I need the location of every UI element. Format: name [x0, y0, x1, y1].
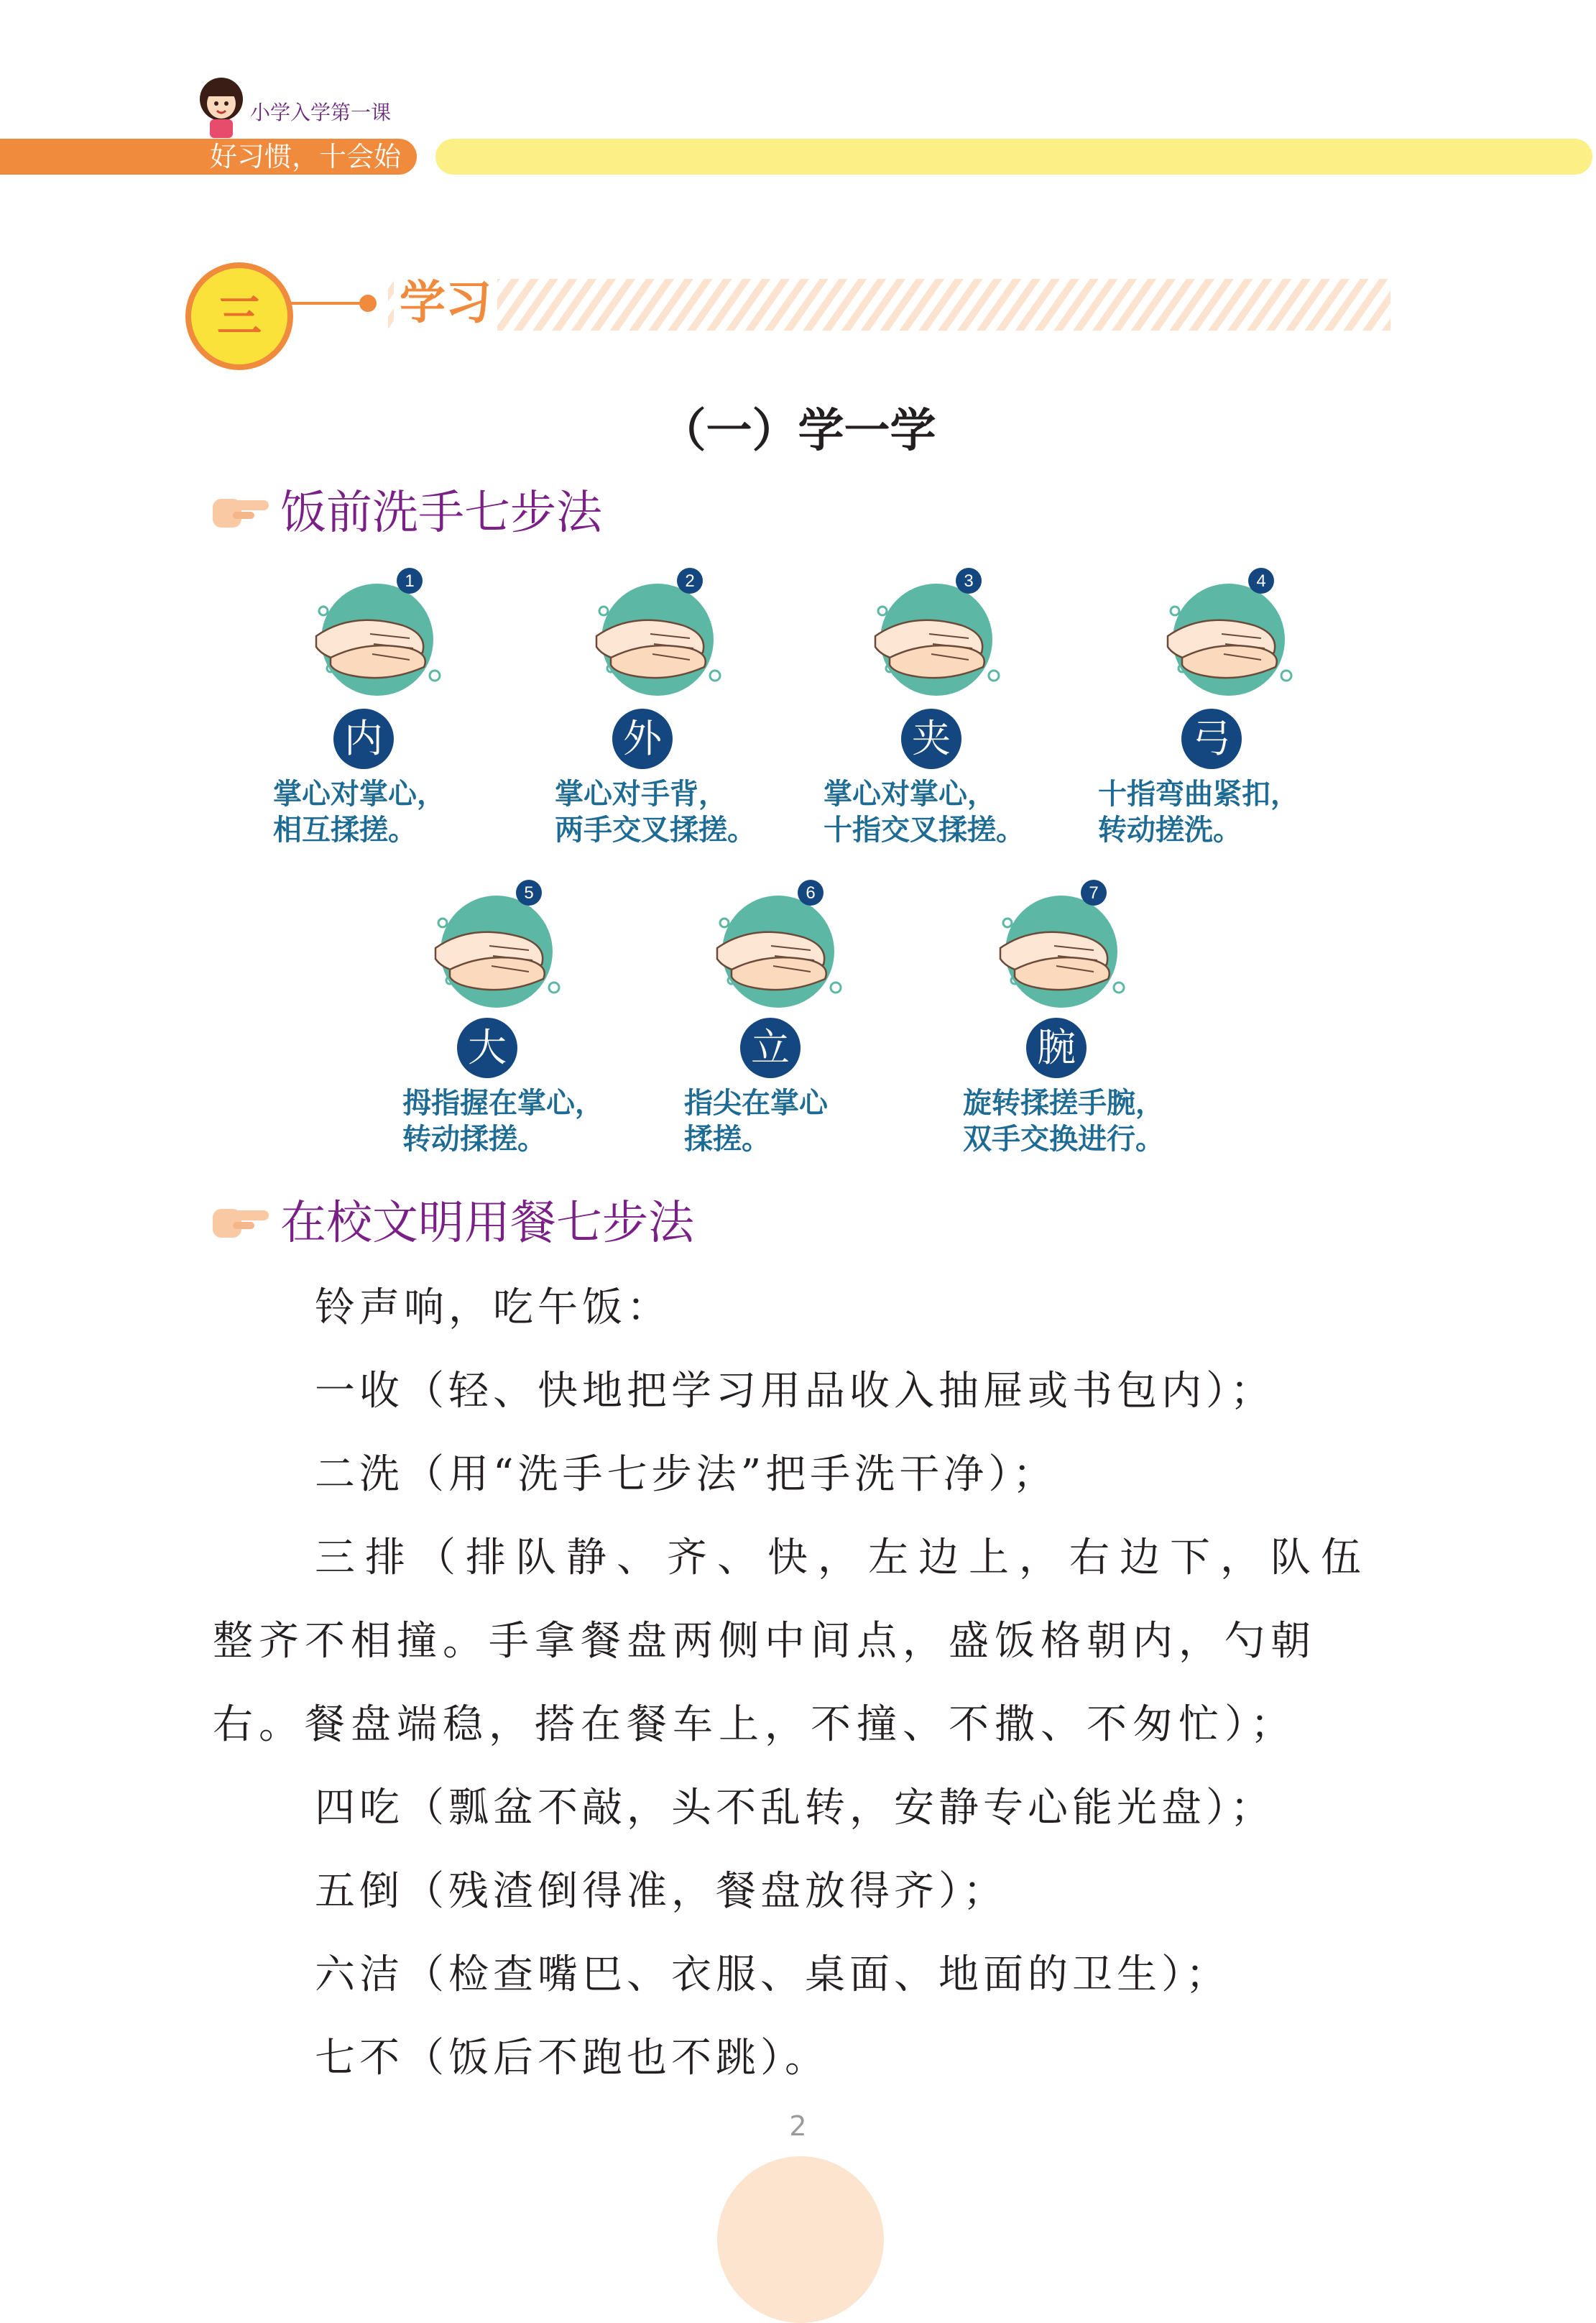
dining-line: 整齐不相撞。手拿餐盘两侧中间点，盛饭格朝内，勺朝 — [213, 1618, 1316, 1665]
dining-line: 三排（排队静、齐、快，左边上，右边下，队伍 — [315, 1535, 1371, 1581]
subsection-title: （一）学一学 — [660, 404, 936, 458]
dining-line: 铃声响，吃午饭： — [315, 1284, 671, 1331]
page-number: 2 — [789, 2110, 807, 2142]
series-title: 小学入学第一课 — [250, 101, 392, 124]
hands-washing-icon — [986, 880, 1137, 1016]
step-number: 6 — [806, 883, 816, 903]
section-connector-line — [290, 302, 365, 305]
page-number-circle — [717, 2156, 884, 2323]
step-keyword-badge: 弓 — [1181, 709, 1242, 769]
dining-line: 七不（饭后不跑也不跳）。 — [315, 2035, 829, 2082]
step-caption: 掌心对掌心， 十指交叉揉搓。 — [824, 778, 1025, 847]
step-caption: 旋转揉搓手腕， 双手交换进行。 — [963, 1087, 1164, 1156]
hands-washing-icon — [302, 568, 453, 704]
section-number: 三 — [216, 290, 262, 342]
pointing-hand-icon — [211, 1202, 270, 1242]
step-keyword-badge: 外 — [612, 709, 673, 769]
step-number: 4 — [1256, 571, 1266, 591]
step-keyword-badge: 腕 — [1026, 1018, 1087, 1078]
header-yellow-band — [435, 139, 1592, 175]
step-keyword-badge: 夹 — [901, 709, 961, 769]
pointing-hand-icon — [211, 492, 270, 532]
hands-washing-icon — [421, 880, 572, 1016]
dining-line: 四吃（瓢盆不敲，头不乱转，安静专心能光盘）； — [315, 1785, 1275, 1831]
step-number: 5 — [524, 883, 534, 903]
hands-washing-icon — [1153, 568, 1304, 704]
step-caption: 掌心对手背， 两手交叉揉搓。 — [555, 778, 756, 847]
section-stripes — [388, 279, 1390, 331]
step-number: 2 — [685, 571, 695, 591]
hands-washing-icon — [861, 568, 1012, 704]
header-subtitle: 好习惯，十会始 — [210, 141, 402, 172]
step-number: 3 — [964, 571, 974, 591]
section-connector-dot — [359, 295, 377, 312]
step-keyword-badge: 大 — [457, 1018, 517, 1078]
dining-line: 六洁（检查嘴巴、衣服、桌面、地面的卫生）； — [315, 1951, 1230, 1998]
step-caption: 拇指握在掌心， 转动揉搓。 — [402, 1087, 604, 1156]
hands-washing-icon — [703, 880, 854, 1016]
step-caption: 掌心对掌心， 相互揉搓。 — [273, 778, 446, 847]
dining-line: 右。餐盘端稳，搭在餐车上，不撞、不撒、不匆忙）； — [213, 1701, 1296, 1748]
step-caption: 十指弯曲紧扣， 转动搓洗。 — [1098, 778, 1299, 847]
handwash-heading: 饭前洗手七步法 — [280, 487, 602, 540]
step-keyword-badge: 内 — [333, 709, 394, 769]
section-title: 学习 — [394, 273, 497, 334]
dining-line: 二洗（用“洗手七步法”把手洗干净）； — [315, 1451, 1058, 1498]
dining-line: 一收（轻、快地把学习用品收入抽屉或书包内）； — [315, 1368, 1275, 1414]
girl-mascot-icon — [193, 75, 250, 138]
step-number: 1 — [405, 571, 415, 591]
hands-washing-icon — [582, 568, 733, 704]
dining-heading: 在校文明用餐七步法 — [280, 1197, 694, 1250]
step-number: 7 — [1089, 883, 1099, 903]
dining-line: 五倒（残渣倒得准，餐盘放得齐）； — [315, 1868, 1007, 1915]
step-keyword-badge: 立 — [740, 1018, 801, 1078]
step-caption: 指尖在掌心 揉搓。 — [684, 1087, 828, 1156]
